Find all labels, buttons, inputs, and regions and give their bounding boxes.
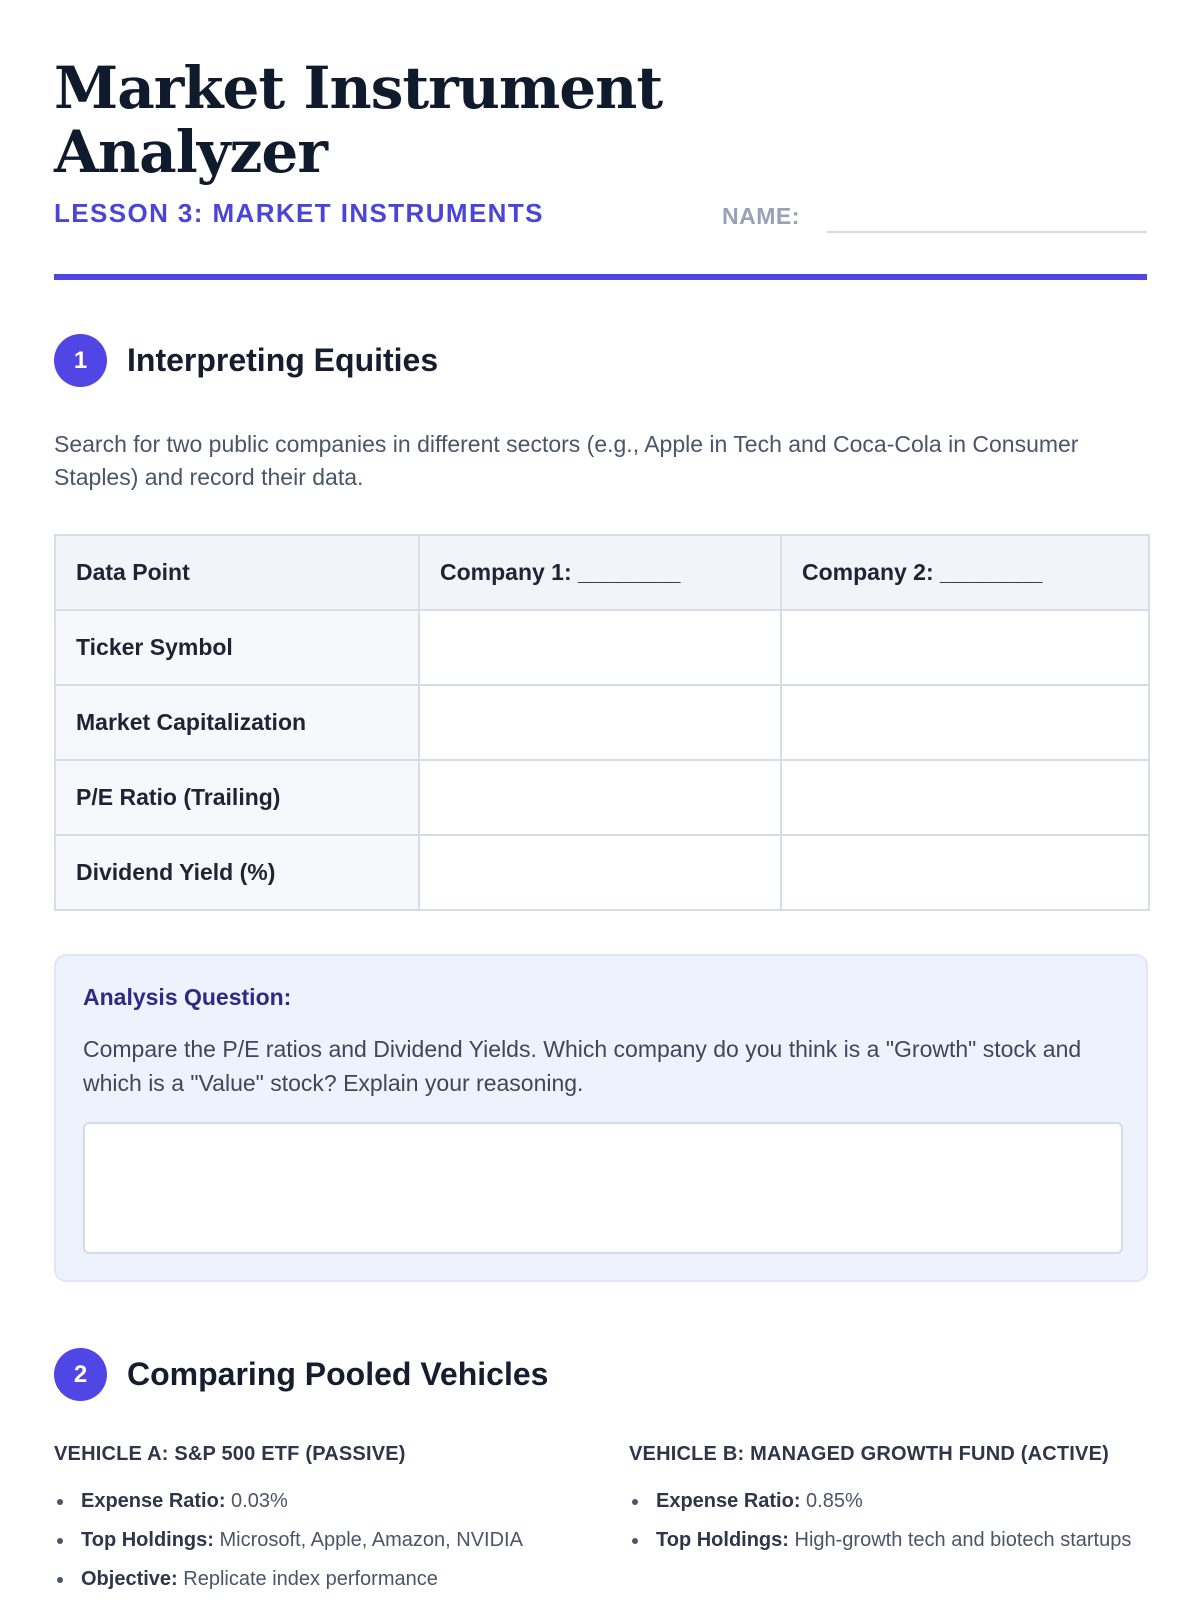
item-key: Top Holdings:	[656, 1529, 789, 1551]
item-value: 0.03%	[231, 1490, 288, 1512]
header-company-2: Company 2: ________	[781, 535, 1149, 610]
page-title: Market Instrument Analyzer	[54, 54, 663, 186]
analysis-question-box	[54, 954, 1148, 1282]
list-item	[54, 1527, 574, 1554]
equities-data-table	[54, 534, 1150, 911]
lesson-subtitle: LESSON 3: MARKET INSTRUMENTS	[54, 198, 544, 228]
analysis-question-text: Compare the P/E ratios and Dividend Yields. Which company do you think is a "Growth" stock and which is a "Value" stock? Explain your reasoning.	[83, 1036, 1082, 1096]
section-2-number-badge: 2	[54, 1348, 107, 1401]
section-1-header	[54, 334, 438, 387]
vehicle-a-list	[54, 1488, 574, 1593]
header-divider	[54, 274, 1147, 280]
header-data-point: Data Point	[55, 535, 419, 610]
list-item	[54, 1566, 574, 1593]
cell-company-2-dividend-yield[interactable]	[781, 835, 1149, 910]
vehicle-a-column	[54, 1443, 574, 1600]
row-label-pe-ratio: P/E Ratio (Trailing)	[55, 760, 419, 835]
list-item	[54, 1488, 574, 1515]
item-key: Expense Ratio:	[656, 1490, 801, 1512]
item-key: Objective:	[81, 1568, 178, 1590]
cell-company-1-pe-ratio[interactable]	[419, 760, 781, 835]
vehicle-a-title: VEHICLE A: S&P 500 ETF (PASSIVE)	[54, 1443, 406, 1465]
item-key: Expense Ratio:	[81, 1490, 226, 1512]
cell-company-2-ticker[interactable]	[781, 610, 1149, 685]
row-label-dividend-yield: Dividend Yield (%)	[55, 835, 419, 910]
section-1-instructions: Search for two public companies in different sectors (e.g., Apple in Tech and Coca-Cola in Consumer Staples) and record their data.	[54, 431, 1079, 490]
header-company-1: Company 1: ________	[419, 535, 781, 610]
section-1-title: Interpreting Equities	[127, 342, 439, 378]
table-row	[55, 760, 1149, 835]
bullet-icon	[632, 1499, 638, 1505]
table-header-row	[55, 535, 1149, 610]
list-item	[629, 1527, 1149, 1554]
cell-company-2-market-cap[interactable]	[781, 685, 1149, 760]
cell-company-1-dividend-yield[interactable]	[419, 835, 781, 910]
section-2-title: Comparing Pooled Vehicles	[127, 1356, 549, 1392]
row-label-market-cap: Market Capitalization	[55, 685, 419, 760]
section-1-number-badge: 1	[54, 334, 107, 387]
bullet-icon	[57, 1577, 63, 1583]
cell-company-2-pe-ratio[interactable]	[781, 760, 1149, 835]
cell-company-1-ticker[interactable]	[419, 610, 781, 685]
bullet-icon	[632, 1538, 638, 1544]
row-label-ticker-symbol: Ticker Symbol	[55, 610, 419, 685]
name-input-line[interactable]	[827, 231, 1147, 233]
section-2-header	[54, 1348, 548, 1401]
bullet-icon	[57, 1499, 63, 1505]
table-row	[55, 835, 1149, 910]
analysis-answer-field[interactable]	[83, 1122, 1123, 1254]
item-value: Replicate index performance	[183, 1568, 438, 1590]
item-key: Top Holdings:	[81, 1529, 214, 1551]
cell-company-1-market-cap[interactable]	[419, 685, 781, 760]
name-label: NAME:	[722, 203, 800, 229]
vehicle-b-list	[629, 1488, 1149, 1554]
analysis-question-title: Analysis Question:	[83, 984, 292, 1010]
vehicle-b-title: VEHICLE B: MANAGED GROWTH FUND (ACTIVE)	[629, 1443, 1109, 1465]
item-value: 0.85%	[806, 1490, 863, 1512]
table-row	[55, 610, 1149, 685]
list-item	[629, 1488, 1149, 1515]
table-row	[55, 685, 1149, 760]
item-value: Microsoft, Apple, Amazon, NVIDIA	[219, 1529, 523, 1551]
vehicle-b-column	[629, 1443, 1149, 1566]
bullet-icon	[57, 1538, 63, 1544]
item-value: High-growth tech and biotech startups	[794, 1529, 1132, 1551]
